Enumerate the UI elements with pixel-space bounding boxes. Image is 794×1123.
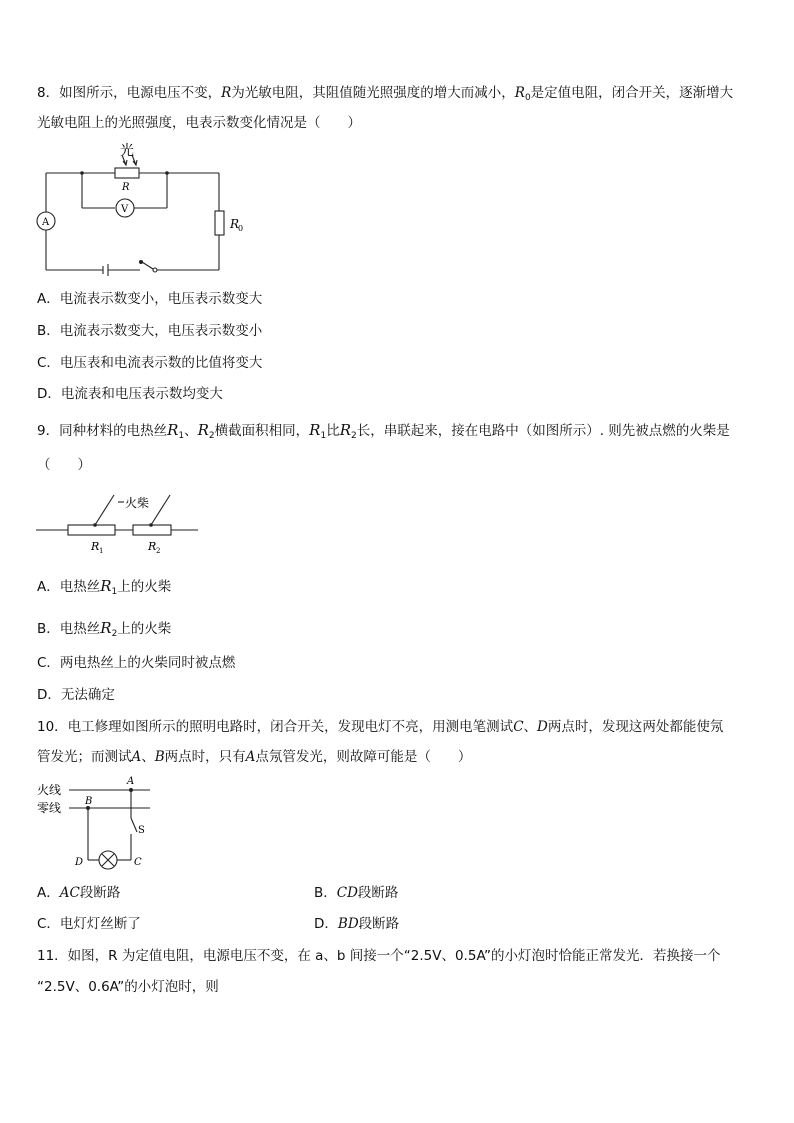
v-label: V xyxy=(121,204,129,215)
q9-option-d: D．无法确定 xyxy=(37,687,115,703)
ldr-resistor xyxy=(115,168,139,178)
q10-line-1: 10．电工修理如图所示的照明电路时，闭合开关，发现电灯不亮，用测电笔测试C、D两点时，发现这两处都能使氖 xyxy=(37,719,724,735)
q8-option-d: D．电流表和电压表示数均变大 xyxy=(37,386,223,402)
switch-lever xyxy=(142,262,153,269)
q10-option-b: B．CD段断路 xyxy=(314,885,399,901)
r2-sub: 2 xyxy=(156,547,161,555)
q8-option-c: C．电压表和电流表示数的比值将变大 xyxy=(37,355,263,371)
r2-label: R xyxy=(148,540,157,553)
r1-wire xyxy=(68,525,115,535)
q10-line-2: 管发光；而测试A、B两点时，只有A点氖管发光，则故障可能是（ ） xyxy=(37,749,472,765)
light-label: 光 xyxy=(120,143,134,159)
q9-wire-diagram xyxy=(36,490,201,556)
point-a: A xyxy=(127,776,135,787)
r0-sub: 0 xyxy=(238,224,244,233)
neutral-label: 零线 xyxy=(37,801,62,815)
q8-line-2: 光敏电阻上的光照强度，电表示数变化情况是（ ） xyxy=(37,115,361,131)
q8-option-a: A．电流表示数变小，电压表示数变大 xyxy=(37,291,263,307)
point-c: C xyxy=(134,857,142,868)
point-b: B xyxy=(85,796,93,807)
q11-line-2: “2.5V、0.6A”的小灯泡时，则 xyxy=(37,979,219,995)
q9-line-1: 9．同种材料的电热丝$R_1$、$R_2$横截面积相同，$R_1$比$R_2$长，串联起来，接在电路中（如图所示）. 则先被点燃的火柴是 xyxy=(37,421,730,441)
q10-option-a: A．AC段断路 xyxy=(37,885,121,901)
match-2 xyxy=(151,495,170,525)
q10-option-c: C．电灯灯丝断了 xyxy=(37,916,141,932)
switch-s xyxy=(131,818,137,832)
q10-lighting-circuit xyxy=(37,774,162,870)
match-1 xyxy=(95,495,114,525)
q10-option-d: D．BD段断路 xyxy=(314,916,400,932)
a-label: A xyxy=(42,217,50,228)
switch-contact xyxy=(153,268,157,272)
r0-resistor xyxy=(215,211,224,235)
q9-line-2: （ ） xyxy=(37,457,91,473)
q8-option-b: B．电流表示数变大，电压表示数变小 xyxy=(37,323,263,339)
switch-label: S xyxy=(138,825,145,836)
point-d: D xyxy=(75,857,84,868)
q9-option-a: A．电热丝$R_1$上的火柴 xyxy=(37,577,172,597)
q9-option-c: C．两电热丝上的火柴同时被点燃 xyxy=(37,655,236,671)
match-label: 火柴 xyxy=(125,496,150,510)
r1-label: R xyxy=(91,540,100,553)
r0-label: R xyxy=(230,217,240,231)
r-label: R xyxy=(122,182,130,193)
q8-line-1: 8．如图所示，电源电压不变，R为光敏电阻，其阻值随光照强度的增大而减小，$R_0$是定值电阻，闭合开关，逐渐增大 xyxy=(37,85,734,103)
q9-option-b: B．电热丝$R_2$上的火柴 xyxy=(37,619,172,639)
q8-circuit-diagram xyxy=(34,138,254,276)
live-label: 火线 xyxy=(37,783,62,797)
r2-wire xyxy=(133,525,171,535)
r1-sub: 1 xyxy=(99,547,104,555)
q11-line-1: 11．如图，R 为定值电阻，电源电压不变，在 a、b 间接一个“2.5V、0.5A”的小灯泡时恰能正常发光．若换接一个 xyxy=(37,948,721,964)
